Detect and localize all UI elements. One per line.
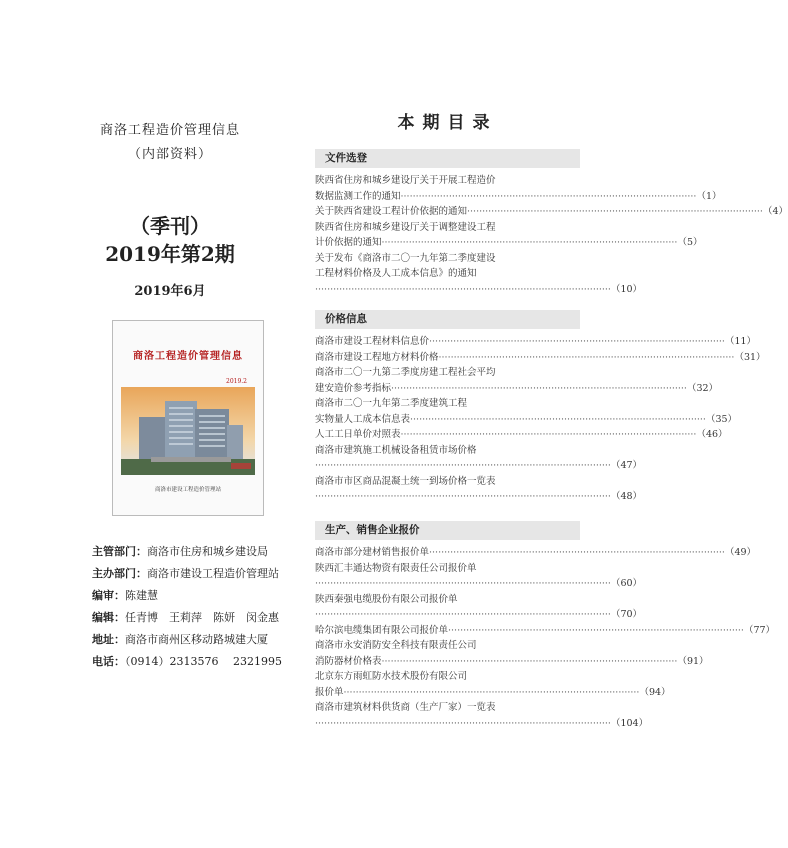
toc-entry[interactable] <box>315 623 776 639</box>
cover-caption: 商洛市建设工程造价管理站 <box>154 487 221 493</box>
info-row-phone: 电话：（0914）2313576 2321995 <box>92 655 282 668</box>
toc-page-number: （11） <box>724 336 757 347</box>
toc-entry-text: 实物量人工成本信息表 <box>315 413 411 425</box>
toc-entry-text: 商洛市部分建材销售报价单 <box>315 547 430 558</box>
toc-entry-text: 报价单 <box>315 686 344 698</box>
toc-entry-text: 计价依据的通知 <box>315 237 382 248</box>
toc-page-number: （10） <box>610 283 643 295</box>
dot-leader: ·································································································· <box>381 655 678 667</box>
toc-entry[interactable] <box>315 545 757 561</box>
toc-entry-text: 陕西省住房和城乡建设厅关于调整建设工程 <box>315 221 496 233</box>
section-heading: 文件选登 <box>315 149 580 168</box>
toc-entry-text: 陕西秦强电缆股份有限公司报价单 <box>315 593 458 605</box>
dot-leader: ·································································································· <box>429 336 725 347</box>
publication-info-column <box>0 0 300 848</box>
dot-leader: ·································································································· <box>391 382 687 394</box>
toc-page-number: （60） <box>610 578 643 589</box>
toc-section-documents <box>315 149 788 297</box>
toc-page-number: （49） <box>724 547 757 558</box>
toc-page-number: （77） <box>743 624 776 636</box>
toc-entry[interactable] <box>315 220 703 251</box>
toc-page-number: （70） <box>610 609 643 620</box>
toc-page-number: （94） <box>639 686 671 698</box>
info-row-supervisor: 主管部门：商洛市住房和城乡建设局 <box>92 545 268 558</box>
toc-entry-text: 陕西省住房和城乡建设厅关于开展工程造价 <box>315 175 496 186</box>
toc-entry[interactable] <box>315 173 722 204</box>
toc-entry[interactable] <box>315 592 643 623</box>
editorial-info <box>92 541 282 673</box>
toc-entry-text: 关于陕西省建设工程计价依据的通知 <box>315 206 468 217</box>
section-heading: 生产、销售企业报价 <box>315 521 580 540</box>
dot-leader: ·································································································· <box>467 206 763 217</box>
toc-entry[interactable] <box>315 561 643 592</box>
dot-leader: ·································································································· <box>438 351 735 363</box>
toc-entry-text: 商洛市建设工程材料信息价 <box>315 336 430 347</box>
issue-number: 2019年第2期 <box>105 242 235 266</box>
dot-leader: ·································································································· <box>410 413 706 425</box>
building-photo <box>121 387 255 475</box>
toc-section-price-info <box>315 310 766 505</box>
toc-entry[interactable] <box>315 350 766 366</box>
cover-title: 商洛工程造价管理信息 <box>133 351 243 362</box>
cover-thumbnail <box>112 320 264 516</box>
dot-leader: ·································································································· <box>315 717 611 729</box>
issue-date: 2019年6月 <box>134 284 206 299</box>
dot-leader: ·································································································· <box>429 547 725 558</box>
cover-year-tag: 2019.2 <box>226 378 247 385</box>
toc-page-number: （32） <box>686 382 719 394</box>
toc-entry-text: 北京东方雨虹防水技术股份有限公司 <box>315 671 468 682</box>
dot-leader: ·································································································· <box>448 624 744 636</box>
dot-leader: ·································································································· <box>315 460 611 471</box>
toc-entry[interactable] <box>315 474 643 505</box>
info-row-address: 地址：商洛市商州区移动路城建大厦 <box>92 633 268 646</box>
toc-entry[interactable] <box>315 334 757 350</box>
toc-entry[interactable] <box>315 396 738 427</box>
toc-title: 本期目录 <box>397 113 498 133</box>
toc-page-number: （31） <box>734 351 766 363</box>
toc-page-number: （91） <box>677 655 709 667</box>
info-row-editors: 编辑：任青博 王莉萍 陈妍 闵金惠 <box>92 611 279 624</box>
toc-entry[interactable] <box>315 427 728 443</box>
dot-leader: ·································································································· <box>400 429 697 440</box>
toc-page-number: （35） <box>705 413 738 425</box>
toc-entry-text: 商洛市建筑施工机械设备租赁市场价格 <box>315 444 477 456</box>
toc-entry-text: 陕西汇丰通达物资有限责任公司报价单 <box>315 562 477 574</box>
toc-page-number: （1） <box>696 190 722 202</box>
table-of-contents <box>315 0 788 848</box>
toc-entry[interactable] <box>315 700 649 731</box>
toc-page-number: （47） <box>610 460 643 471</box>
section-heading: 价格信息 <box>315 310 580 329</box>
toc-entry-text: 关于发布《商洛市二〇一九年第二季度建设 <box>315 252 496 264</box>
toc-page-number: （48） <box>610 491 643 502</box>
toc-section-supplier-quotes <box>315 521 776 731</box>
toc-page-number: （104） <box>610 717 649 729</box>
dot-leader: ·································································································· <box>315 578 611 589</box>
info-row-sponsor: 主办部门：商洛市建设工程造价管理站 <box>92 567 279 580</box>
toc-entry-text: 商洛市二〇一九第二季度房建工程社会平均 <box>315 367 496 378</box>
dot-leader: ·································································································· <box>315 609 611 620</box>
dot-leader: ·································································································· <box>315 491 611 502</box>
toc-entry-text: 商洛市永安消防安全科技有限责任公司 <box>315 640 477 651</box>
toc-entry[interactable] <box>315 669 671 700</box>
toc-entry-text: 商洛市建筑材料供货商（生产厂家）一览表 <box>315 702 496 713</box>
toc-entry-text: 哈尔滨电缆集团有限公司报价单 <box>315 624 449 636</box>
toc-entry[interactable] <box>315 204 788 220</box>
toc-entry-text: 商洛市建设工程地方材料价格 <box>315 351 439 363</box>
toc-page-number: （46） <box>696 429 728 440</box>
dot-leader: ·································································································· <box>381 237 678 248</box>
info-row-editor-in-chief: 编审：陈建慧 <box>92 589 158 602</box>
dot-leader: ·································································································· <box>343 686 640 698</box>
quarterly-label: （季刊） <box>130 214 210 238</box>
toc-entry[interactable] <box>315 365 719 396</box>
toc-page-number: （5） <box>677 237 703 248</box>
toc-entry-text: 数据监测工作的通知 <box>315 190 401 202</box>
toc-entry[interactable] <box>315 251 643 298</box>
dot-leader: ·································································································· <box>315 283 611 295</box>
toc-entry-text: 建安造价参考指标 <box>315 382 392 394</box>
toc-entry[interactable] <box>315 443 643 474</box>
publication-subtitle: （内部资料） <box>127 147 212 162</box>
toc-entry-text: 商洛市市区商品混凝土统一到场价格一览表 <box>315 475 496 487</box>
dot-leader: ·································································································· <box>400 190 697 202</box>
toc-entry-text: 商洛市二〇一九年第二季度建筑工程 <box>315 398 468 409</box>
toc-entry-text: 消防器材价格表 <box>315 655 382 667</box>
toc-entry-text: 工程材料价格及人工成本信息》的通知 <box>315 268 477 279</box>
toc-page-number: （4） <box>762 206 788 217</box>
publication-title: 商洛工程造价管理信息 <box>99 123 240 138</box>
toc-entry[interactable] <box>315 638 709 669</box>
toc-entry-text: 人工工日单价对照表 <box>315 429 401 440</box>
